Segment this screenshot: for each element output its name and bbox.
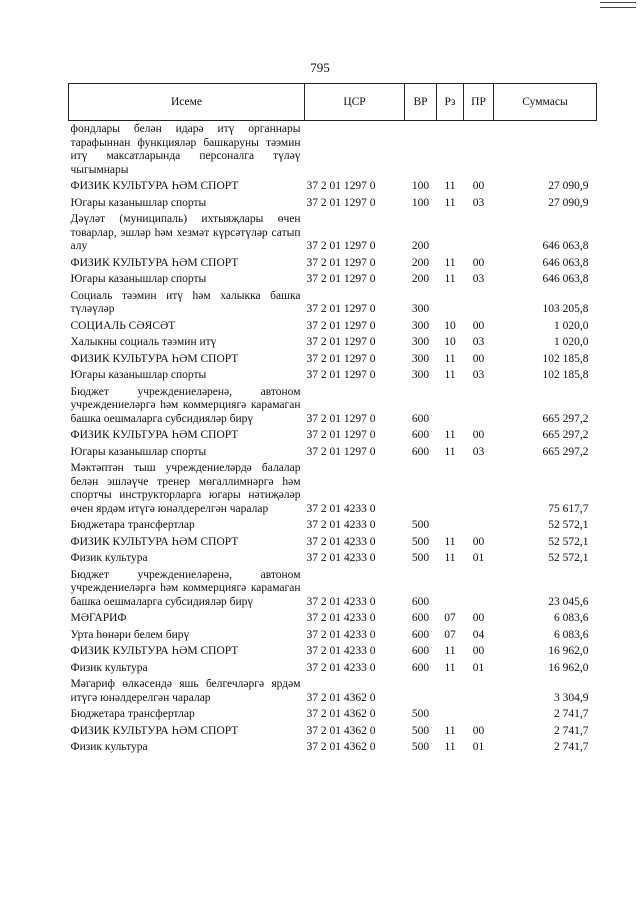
cell-pr — [464, 211, 494, 255]
cell-name: Физик культура — [70, 741, 148, 753]
cell-rz — [437, 384, 464, 428]
table-row — [69, 706, 597, 723]
cell-vr: 200 — [411, 273, 430, 285]
cell-rz — [437, 567, 464, 611]
cell-name: Дәүләт (муниципаль) ихтыяҗлары өчен товарлар, эшләр һәм хезмәт күрсәтүләр сатып алу — [70, 213, 301, 252]
cell-csr: 37 2 01 1297 0 — [306, 196, 376, 209]
cell-name: Физик культура — [70, 661, 148, 674]
header-pr: ПР — [464, 84, 494, 121]
cell-sum: 665 297,2 — [542, 412, 589, 425]
cell-vr: 200 — [411, 256, 430, 269]
cell-vr: 300 — [411, 352, 430, 365]
cell-pr: 03 — [472, 273, 485, 285]
table-row — [69, 627, 597, 644]
cell-vr: 200 — [411, 240, 430, 252]
cell-name: ФИЗИК КУЛЬТУРА ҺӘМ СПОРТ — [70, 535, 239, 548]
cell-pr — [464, 121, 494, 179]
cell-sum: 6 083,6 — [554, 612, 589, 624]
cell-vr: 600 — [411, 612, 430, 624]
cell-vr — [405, 460, 437, 517]
cell-vr: 100 — [411, 196, 430, 209]
cell-pr: 00 — [472, 645, 485, 657]
cell-rz: 07 — [444, 628, 456, 641]
cell-rz: 11 — [444, 445, 456, 458]
table-row — [69, 195, 597, 212]
cell-pr: 00 — [472, 535, 485, 548]
table-row — [69, 178, 597, 195]
cell-csr: 37 2 01 4233 0 — [306, 519, 376, 531]
cell-rz: 11 — [444, 535, 456, 548]
cell-pr: 01 — [472, 552, 485, 564]
cell-csr: 37 2 01 1297 0 — [306, 180, 376, 192]
table-row — [69, 367, 597, 384]
cell-vr: 500 — [411, 519, 430, 531]
cell-rz: 11 — [444, 256, 456, 269]
cell-name: Югары казанышлар спорты — [70, 445, 207, 458]
cell-pr: 03 — [472, 336, 485, 348]
cell-vr: 600 — [411, 412, 430, 425]
cell-csr: 37 2 01 4362 0 — [306, 691, 376, 704]
cell-csr: 37 2 01 1297 0 — [306, 303, 376, 315]
cell-name: ФИЗИК КУЛЬТУРА ҺӘМ СПОРТ — [70, 429, 239, 441]
table-row — [69, 351, 597, 368]
cell-sum: 1 020,0 — [554, 336, 589, 348]
cell-name: Бюджетара трансфертлар — [70, 708, 195, 720]
cell-sum: 2 741,7 — [554, 741, 589, 753]
table-row — [69, 121, 597, 179]
cell-csr: 37 2 01 1297 0 — [306, 369, 376, 381]
cell-sum: 665 297,2 — [542, 445, 589, 458]
cell-sum: 646 063,8 — [542, 240, 589, 252]
cell-name: Бюджет учреждениеләренә, автоном учреждениеләргә һәм коммерциягә карамаган башка оешмаларга субсидияләр бирү — [70, 385, 301, 425]
cell-sum: 2 741,7 — [554, 708, 589, 720]
cell-vr: 500 — [411, 708, 430, 720]
cell-rz: 11 — [444, 724, 456, 737]
cell-vr: 500 — [411, 741, 430, 753]
cell-vr: 300 — [411, 303, 430, 315]
cell-csr: 37 2 01 4233 0 — [306, 502, 376, 515]
cell-rz: 11 — [444, 741, 456, 753]
cell-vr — [405, 121, 437, 179]
cell-name: ФИЗИК КУЛЬТУРА ҺӘМ СПОРТ — [70, 352, 239, 365]
cell-vr: 500 — [411, 552, 430, 564]
table-row — [69, 444, 597, 461]
cell-vr: 600 — [411, 628, 430, 641]
table-row — [69, 255, 597, 272]
cell-csr: 37 2 01 1297 0 — [306, 429, 376, 441]
cell-sum: 16 962,0 — [548, 661, 589, 674]
table-row — [69, 676, 597, 706]
cell-sum: 75 617,7 — [548, 502, 589, 515]
cell-vr: 600 — [411, 429, 430, 441]
cell-sum: 52 572,1 — [548, 535, 589, 548]
table-row — [69, 271, 597, 288]
cell-rz: 11 — [444, 180, 456, 192]
table-row — [69, 334, 597, 351]
header-vr: ВР — [405, 84, 437, 121]
header-csr: ЦСР — [305, 84, 405, 121]
cell-sum: 646 063,8 — [542, 273, 589, 285]
cell-sum: 6 083,6 — [554, 628, 589, 641]
cell-pr: 01 — [472, 661, 485, 674]
cell-csr — [305, 121, 405, 179]
cell-rz — [437, 211, 464, 255]
cell-pr: 03 — [472, 369, 485, 381]
table-row — [69, 211, 597, 255]
table-row — [69, 534, 597, 551]
cell-sum: 103 205,8 — [542, 303, 589, 315]
cell-vr: 600 — [411, 661, 430, 674]
table-row — [69, 460, 597, 517]
cell-rz: 11 — [444, 552, 456, 564]
cell-pr — [464, 706, 494, 723]
table-row — [69, 660, 597, 677]
cell-name: Югары казанышлар спорты — [70, 196, 207, 209]
table-row — [69, 550, 597, 567]
cell-rz: 11 — [444, 429, 456, 441]
cell-rz: 11 — [444, 645, 456, 657]
cell-rz: 10 — [444, 319, 456, 332]
header-sum: Суммасы — [494, 84, 597, 121]
cell-name: Югары казанышлар спорты — [70, 273, 207, 285]
cell-rz: 11 — [444, 661, 456, 674]
cell-sum: 16 962,0 — [548, 645, 589, 657]
cell-rz — [437, 517, 464, 534]
cell-name: Социаль тәэмин итү һәм халыкка башка түләүләр — [70, 289, 301, 315]
cell-sum: 23 045,6 — [548, 595, 589, 608]
table-row — [69, 517, 597, 534]
cell-name: Физик культура — [70, 552, 148, 564]
cell-pr — [464, 676, 494, 706]
cell-csr: 37 2 01 4233 0 — [306, 552, 376, 564]
cell-name: СОЦИАЛЬ СӘЯСӘТ — [70, 319, 176, 332]
cell-name: Халыкны социаль тәэмин итү — [70, 336, 217, 348]
table-row — [69, 643, 597, 660]
cell-sum: 646 063,8 — [542, 256, 589, 269]
cell-rz — [437, 121, 464, 179]
cell-pr: 00 — [472, 429, 485, 441]
cell-rz: 11 — [444, 369, 456, 381]
cell-csr: 37 2 01 1297 0 — [306, 412, 376, 425]
cell-name: Мәгариф өлкәсендә яшь белгечләргә ярдәм итүгә юнәлдерелгән чаралар — [70, 678, 301, 704]
cell-name: Югары казанышлар спорты — [70, 369, 207, 381]
cell-sum: 27 090,9 — [548, 180, 589, 192]
cell-csr: 37 2 01 1297 0 — [306, 336, 376, 348]
cell-vr: 500 — [411, 724, 430, 737]
cell-rz: 11 — [444, 273, 456, 285]
cell-csr: 37 2 01 4233 0 — [306, 628, 376, 641]
cell-csr: 37 2 01 4233 0 — [306, 612, 376, 624]
cell-name: Урта һөнәри белем бирү — [70, 628, 190, 641]
cell-pr: 00 — [472, 319, 485, 332]
table-row — [69, 288, 597, 318]
cell-rz — [437, 676, 464, 706]
header-name: Исеме — [69, 84, 305, 121]
corner-mark — [600, 2, 636, 8]
table-row — [69, 567, 597, 611]
cell-csr: 37 2 01 1297 0 — [306, 319, 376, 332]
cell-vr: 600 — [411, 595, 430, 608]
header-rz: Рз — [437, 84, 464, 121]
cell-sum: 102 185,8 — [542, 369, 589, 381]
cell-name: Мәктәптән тыш учреждениеләрдә балалар белән эшләүче тренер мөгаллимнәргә һәм спортчы инструкторларга югары нәтиҗәләр өчен ярдәм итүгә юнәлдерелгән чаралар — [70, 462, 301, 515]
table-row — [69, 610, 597, 627]
cell-sum — [494, 121, 597, 179]
cell-sum: 1 020,0 — [554, 319, 589, 332]
cell-pr: 03 — [472, 445, 485, 458]
cell-vr: 300 — [411, 336, 430, 348]
cell-pr: 00 — [472, 612, 485, 624]
cell-sum: 102 185,8 — [542, 352, 589, 365]
cell-name: ФИЗИК КУЛЬТУРА ҺӘМ СПОРТ — [70, 180, 239, 192]
cell-vr — [405, 676, 437, 706]
cell-pr: 00 — [472, 256, 485, 269]
table-row — [69, 318, 597, 335]
cell-pr — [464, 384, 494, 428]
budget-table — [68, 83, 597, 756]
cell-vr: 300 — [411, 369, 430, 381]
table-row — [69, 723, 597, 740]
cell-name: ФИЗИК КУЛЬТУРА ҺӘМ СПОРТ — [70, 724, 239, 737]
cell-csr: 37 2 01 4233 0 — [306, 535, 376, 548]
cell-vr: 300 — [411, 319, 430, 332]
cell-name: МӘГАРИФ — [70, 612, 127, 624]
table-body — [69, 121, 597, 756]
cell-csr: 37 2 01 4233 0 — [306, 661, 376, 674]
table-row — [69, 384, 597, 428]
cell-rz: 10 — [444, 336, 456, 348]
cell-vr: 600 — [411, 445, 430, 458]
table-row — [69, 739, 597, 756]
cell-vr: 600 — [411, 645, 430, 657]
cell-rz: 07 — [444, 612, 456, 624]
cell-csr: 37 2 01 1297 0 — [306, 352, 376, 365]
cell-sum: 52 572,1 — [548, 552, 589, 564]
cell-rz: 11 — [444, 352, 456, 365]
cell-csr: 37 2 01 4233 0 — [306, 645, 376, 657]
cell-name: Бюджет учреждениеләренә, автоном учреждениеләргә һәм коммерциягә карамаган башка оешмаларга субсидияләр бирү — [70, 568, 301, 608]
table-header — [69, 84, 597, 121]
cell-name: Бюджетара трансфертлар — [70, 519, 195, 531]
cell-csr: 37 2 01 4362 0 — [306, 741, 376, 753]
cell-pr — [464, 288, 494, 318]
cell-vr: 500 — [411, 535, 430, 548]
cell-sum: 3 304,9 — [554, 691, 589, 704]
cell-pr: 00 — [472, 180, 485, 192]
cell-pr: 01 — [472, 741, 485, 753]
cell-sum: 52 572,1 — [548, 519, 589, 531]
cell-vr: 100 — [411, 180, 430, 192]
page-number: 795 — [310, 60, 330, 75]
cell-rz — [437, 460, 464, 517]
cell-pr: 00 — [472, 352, 485, 365]
cell-rz — [437, 706, 464, 723]
cell-pr — [464, 460, 494, 517]
cell-rz: 11 — [444, 196, 456, 209]
cell-pr — [464, 567, 494, 611]
cell-name: ФИЗИК КУЛЬТУРА ҺӘМ СПОРТ — [70, 256, 239, 269]
cell-sum: 2 741,7 — [554, 724, 589, 737]
cell-csr: 37 2 01 1297 0 — [306, 445, 376, 458]
cell-pr: 00 — [472, 724, 485, 737]
cell-csr: 37 2 01 1297 0 — [306, 240, 376, 252]
cell-csr: 37 2 01 1297 0 — [306, 256, 376, 269]
cell-sum: 665 297,2 — [542, 429, 589, 441]
cell-name: фондлары белән идарә итү органнары тарафыннан функцияләр башкаруны тәэмин итү максатларында персоналга түләү чыгымнары — [70, 123, 301, 176]
cell-csr: 37 2 01 4362 0 — [306, 724, 376, 737]
cell-csr: 37 2 01 4233 0 — [306, 595, 376, 608]
cell-pr — [464, 517, 494, 534]
cell-pr: 04 — [472, 628, 485, 641]
header-row — [69, 84, 597, 121]
cell-pr: 03 — [472, 196, 485, 209]
cell-csr: 37 2 01 1297 0 — [306, 273, 376, 285]
cell-csr: 37 2 01 4362 0 — [306, 708, 376, 720]
table-row — [69, 427, 597, 444]
cell-rz — [437, 288, 464, 318]
cell-sum: 27 090,9 — [548, 196, 589, 209]
cell-name: ФИЗИК КУЛЬТУРА ҺӘМ СПОРТ — [70, 645, 239, 657]
